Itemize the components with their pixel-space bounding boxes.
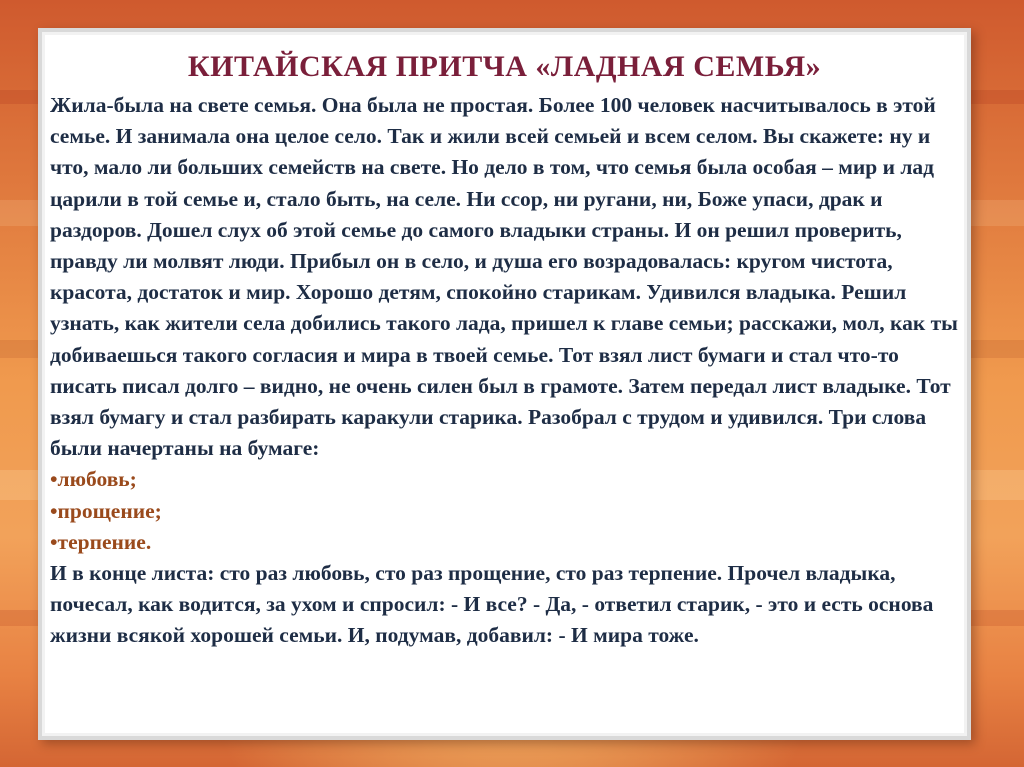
parable-text bbox=[50, 90, 965, 652]
list-item-forgiveness: •прощение; bbox=[50, 498, 162, 523]
page-title: КИТАЙСКАЯ ПРИТЧА «ЛАДНАЯ СЕМЬЯ» bbox=[187, 50, 822, 83]
paragraph-conclusion: И в конце листа: сто раз любовь, сто раз прощение, сто раз терпение. Прочел владыка, почесал, как водится, за ухом и спросил: - И все? - Да, - ответил старик, - это и есть основа жизни всякой хорошей семьи. И, подумав, добавил: - И мира тоже. bbox=[50, 561, 934, 648]
list-item-patience: •терпение. bbox=[50, 529, 152, 554]
paragraph-intro: Жила-была на свете семья. Она была не простая. Более 100 человек насчитывалось в этой семье. И занимала она целое село. Так и жили всей семьей и всем селом. Вы скажете: ну и что, мало ли больших семейств на свете. Но дело в том, что семья была особая – мир и лад царили в той семье и, стало быть, на селе. Ни ссор, ни ругани, ни, Боже упаси, драк и раздоров. Дошел слух об этой семье до самого владыки страны. И он решил проверить, правду ли молвят люди. Прибыл он в село, и душа его возрадовалась: кругом чистота, красота, достаток и мир. Хорошо детям, спокойно старикам. Удивился владыка. Решил узнать, как жители села добились такого лада, пришел к главе семьи; расскажи, мол, как ты добиваешься такого согласия и мира в твоей семье. Тот взял лист бумаги и стал что-то писать писал долго – видно, не очень силен был в грамоте. Затем передал лист владыке. Тот взял бумагу и стал разбирать каракули старика. Разобрал с трудом и удивился. Три слова были начертаны на бумаге: bbox=[50, 93, 958, 461]
list-item-love: •любовь; bbox=[50, 467, 137, 492]
slide-panel bbox=[38, 28, 971, 740]
